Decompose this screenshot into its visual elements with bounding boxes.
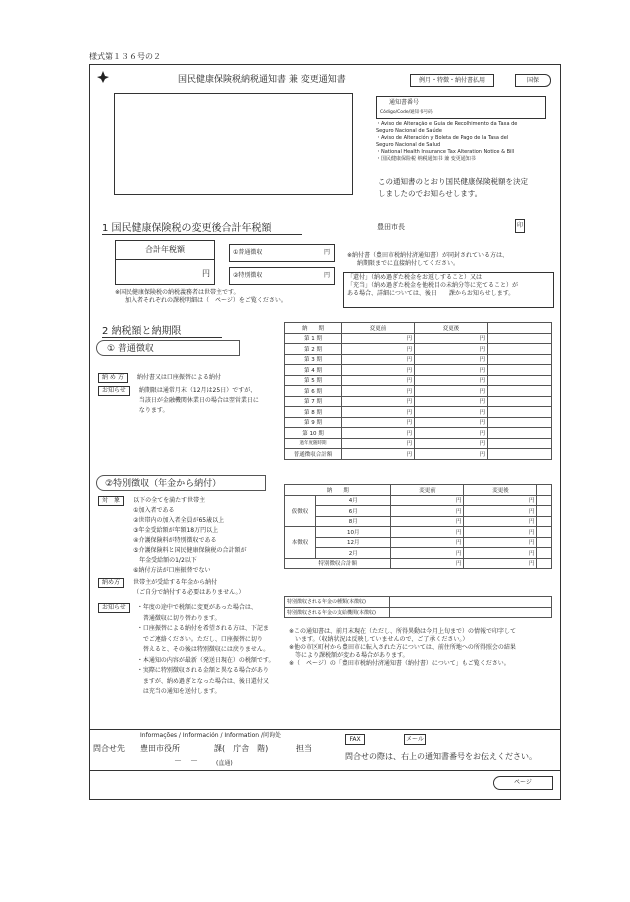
after-cell: 円: [464, 548, 537, 559]
special-notice-label: お知らせ: [98, 603, 130, 613]
target-line: ①加入者である: [133, 507, 175, 514]
before-cell: 円: [342, 428, 415, 439]
after-cell: 円: [415, 449, 488, 460]
before-cell: 円: [342, 375, 415, 386]
period-cell: 普通徴収合計額: [285, 449, 342, 460]
mail-label: メール: [404, 734, 426, 745]
before-cell: 円: [342, 396, 415, 407]
form-number: 様式第１３６号の２: [89, 52, 161, 61]
table-total-row: [285, 558, 552, 569]
target-line: ④介護保険料が特別徴収である: [133, 537, 217, 544]
footer-divider: [89, 770, 561, 771]
before-cell: 円: [391, 548, 464, 559]
table-row: [285, 407, 552, 418]
after-cell: 円: [415, 354, 488, 365]
after-cell: 円: [415, 396, 488, 407]
target-line: 年金受給額の1/2以下: [133, 557, 197, 564]
before-cell: 円: [391, 558, 464, 569]
special-method: [98, 578, 244, 598]
table-row: [285, 597, 552, 608]
before-cell: 円: [342, 407, 415, 418]
before-cell: 円: [342, 438, 415, 449]
period-cell: 第 4 期: [285, 365, 342, 376]
footnote-line: ※（ ページ）の「豊田市税納付済通知書（納付書）について」もご覧ください。: [289, 660, 510, 667]
month-cell: 10月: [316, 527, 391, 538]
special-notice-line: ますが、納め過ぎとなった場合は、後日還付又: [136, 677, 269, 685]
section1-title: 1 国民健康保険税の変更後合計年税額: [102, 219, 302, 235]
notice-number-sublabel: Código/Code/通知书号码: [380, 110, 433, 115]
form-type-tag: 例月・特徴・納付書払用: [410, 74, 494, 87]
fax-label: FAX: [345, 734, 365, 745]
target-line: 以下の全てを満たす世帯主: [133, 497, 206, 504]
table-row: [285, 428, 552, 439]
ordinary-notice: [98, 386, 259, 416]
before-cell: 円: [342, 333, 415, 344]
target-line: ③年金受給額が年額18万円以上: [133, 527, 219, 534]
period-cell: 過年度随時期: [285, 438, 342, 449]
pension-label-cell: 特別徴収される年金の種類(本徴収): [285, 597, 390, 608]
notice-number-box: [376, 96, 546, 119]
table-total-row: [285, 449, 552, 460]
table-row: [285, 438, 552, 449]
month-cell: 2月: [316, 548, 391, 559]
pension-info-table: [284, 596, 552, 618]
table-row: [285, 344, 552, 355]
holder-note-line: ※国民健康保険税の納税義務者は世帯主です。: [115, 289, 240, 296]
after-cell: 円: [415, 417, 488, 428]
ordinary-installment-table: [284, 322, 552, 460]
column-header: 変更前: [342, 323, 415, 334]
special-notice-line: は充当の通知を送付します。: [136, 688, 221, 695]
group-cell: 本徴収: [285, 527, 316, 559]
special-installment-table: [284, 484, 552, 569]
month-cell: 4月: [316, 495, 391, 506]
lang-note: ・国民健康保险税 纳税通知书 兼 变更通知书: [376, 156, 476, 162]
footnote-line: ※他の市区町村から豊田市に転入された方については、前住所地への所得照会の結果: [289, 644, 516, 651]
table-row: [285, 417, 552, 428]
address-window: [114, 93, 353, 195]
decision-text: [378, 176, 528, 200]
special-target: [98, 496, 247, 576]
holder-note: [115, 289, 287, 305]
month-cell: 6月: [316, 506, 391, 517]
special-notice-line: ・実際に特別徴収される金額と異なる場合があり: [136, 667, 269, 674]
payment-notes: [347, 252, 508, 268]
after-cell: 円: [415, 333, 488, 344]
period-cell: 第 1 期: [285, 333, 342, 344]
ordinary-amount-label: ①普通徴収: [233, 249, 263, 256]
pay-method-text: 納付書又は口座振替による納付: [136, 374, 221, 381]
official-seal: 印: [515, 219, 525, 233]
special-method-line: 世帯主が受給する年金から納付: [133, 579, 218, 586]
footnote-line: います。（収納状況は反映していませんので、ご了承ください。）: [289, 636, 469, 643]
month-cell: 12月: [316, 537, 391, 548]
refund-notice-box: [343, 272, 554, 308]
table-row: [285, 527, 552, 538]
after-cell: 円: [464, 527, 537, 538]
footnote-line: ※この通知書は、前月末現在（ただし、所得異動は今月上旬まで）の情報で印字して: [289, 628, 517, 635]
total-tax-unit: 円: [202, 269, 210, 278]
decision-line: しましたのでお知らせします。: [378, 189, 483, 198]
notice-line: なります。: [138, 407, 169, 414]
after-cell: 円: [415, 344, 488, 355]
before-cell: 円: [391, 495, 464, 506]
special-method-label: 納め方: [98, 578, 124, 588]
after-cell: 円: [415, 386, 488, 397]
contact-request: 問合せの際は、右上の通知書番号をお伝えください。: [345, 752, 537, 761]
refund-note-line: 「還付」（納め過ぎた税金をお返しすること）又は: [347, 274, 483, 281]
city-emblem-icon: [96, 70, 110, 84]
after-cell: 円: [464, 537, 537, 548]
blank-cell: [488, 323, 552, 334]
period-cell: 第 5 期: [285, 375, 342, 386]
before-cell: 円: [342, 365, 415, 376]
column-header: 変更後: [415, 323, 488, 334]
table-row: [285, 354, 552, 365]
table-row: [285, 495, 552, 506]
document-title: 国民健康保険税納税通知書 兼 変更通知書: [178, 75, 346, 85]
ordinary-amount-box: [229, 244, 335, 262]
lang-note: Seguro Nacional de Saúde: [376, 128, 442, 134]
lang-note: ・Aviso de Alteración y Boleta de Pago de la Tasa del: [376, 135, 509, 141]
contact-department: 課( 庁舎 階): [214, 744, 269, 753]
before-cell: 円: [342, 354, 415, 365]
special-method-line: （ご自分で納付する必要はありません。）: [133, 589, 245, 596]
table-row: [285, 506, 552, 517]
page-indicator: ページ: [493, 776, 553, 790]
refund-note-line: 「充当」（納め過ぎた税金を他税目の未納分等に充てること）が: [347, 282, 519, 289]
decision-line: この通知書のとおり国民健康保険税額を決定: [378, 177, 528, 186]
after-cell: 円: [415, 438, 488, 449]
notice-line: 当該日が金融機関休業日の場合は翌営業日に: [138, 397, 259, 404]
month-cell: 8月: [316, 516, 391, 527]
total-tax-label: 合計年税額: [116, 241, 214, 260]
period-cell: 第 7 期: [285, 396, 342, 407]
special-amount-label: ②特別徴収: [233, 272, 263, 279]
before-cell: 円: [342, 386, 415, 397]
period-cell: 第 9 期: [285, 417, 342, 428]
table-row: [285, 333, 552, 344]
period-cell: 第 8 期: [285, 407, 342, 418]
special-notice-line: ・年度の途中で税額に変更があった場合は、: [136, 604, 257, 611]
after-cell: 円: [464, 558, 537, 569]
notice-label: お知らせ: [98, 386, 130, 396]
after-cell: 円: [415, 428, 488, 439]
before-cell: 円: [342, 449, 415, 460]
notice-number-label: 通知書番号: [389, 99, 420, 106]
special-amount-unit: 円: [323, 272, 330, 279]
period-cell: 第 3 期: [285, 354, 342, 365]
notice-line: 納期限は通常月末（12月は25日）ですが、: [138, 387, 257, 394]
before-cell: 円: [391, 506, 464, 517]
special-notice-line: 普通徴収に切り替わります。: [136, 614, 221, 622]
target-line: ②世帯内の加入者全員が65歳以上: [133, 517, 225, 524]
special-section-title: ②特別徴収（年金から納付）: [96, 475, 266, 491]
before-cell: 円: [391, 537, 464, 548]
ordinary-amount-unit: 円: [323, 249, 330, 256]
column-header: 納 期: [285, 323, 342, 334]
mayor-name: 豊田市長: [377, 223, 405, 231]
total-tax-box: [115, 240, 215, 285]
lang-note: Seguro Nacional de Salud: [376, 142, 441, 148]
special-notice-line: ・口座振替による納付を希望される方は、下記ま: [136, 625, 269, 632]
table-row: [285, 365, 552, 376]
group-cell: 仮徴収: [285, 495, 316, 527]
table-row: [285, 607, 552, 618]
insurance-type-tag: 国保: [515, 74, 551, 87]
table-row: [285, 548, 552, 559]
pay-method-label: 納 め 方: [98, 373, 128, 383]
contact-phone: － －: [174, 756, 198, 765]
period-cell: 第 10 期: [285, 428, 342, 439]
section2-title: 2 納税額と納期限: [102, 322, 222, 338]
contact-direct: (直通): [216, 760, 233, 767]
after-cell: 円: [464, 495, 537, 506]
table-header-row: [285, 323, 552, 334]
table-row: [285, 537, 552, 548]
column-header: 納 期: [285, 485, 391, 496]
contact-person: 担当: [296, 744, 312, 753]
after-cell: 円: [415, 375, 488, 386]
table-row: [285, 386, 552, 397]
table-header-row: [285, 485, 552, 496]
pension-label-cell: 特別徴収される年金の支給機関(本徴収): [285, 607, 390, 618]
after-cell: 円: [464, 506, 537, 517]
special-notice-line: でご連絡ください。ただし、口座振替に切り: [136, 635, 263, 643]
table-row: [285, 516, 552, 527]
special-notice-line: ・本通知の内容が最新（発送日現在）の税額です。: [136, 656, 275, 664]
holder-note-line: 加入者それぞれの課税明細は（ ページ）をご覧ください。: [125, 297, 287, 304]
payment-note-line: 納期限までに直接納付してください。: [357, 260, 460, 267]
before-cell: 円: [342, 344, 415, 355]
ordinary-section-title: ① 普通徴収: [96, 340, 240, 356]
footnote-line: 等により課税額が変わる場合があります。: [289, 652, 409, 659]
target-line: ⑥納付方法が口座振替でない: [133, 567, 211, 574]
after-cell: 円: [464, 516, 537, 527]
refund-note-line: ある場合、詳細については、後日 課からお知らせします。: [347, 290, 515, 297]
before-cell: 円: [391, 527, 464, 538]
lang-note: ・National Health Insurance Tax Alteration Notice & Bill: [376, 149, 515, 155]
special-notice: [98, 603, 274, 698]
before-cell: 円: [391, 516, 464, 527]
period-cell: 第 2 期: [285, 344, 342, 355]
table-row: [285, 396, 552, 407]
table-row: [285, 375, 552, 386]
contact-languages: Informações / Información / Information /问询处: [140, 732, 282, 739]
contact-divider: [89, 729, 561, 730]
before-cell: 円: [342, 417, 415, 428]
footnotes: [289, 628, 516, 668]
total-cell: 特別徴収合計額: [285, 558, 391, 569]
special-notice-line: 替えると、その後は特別徴収には戻りません。: [136, 646, 270, 653]
column-header: 変更前: [391, 485, 464, 496]
ordinary-method: [98, 364, 221, 383]
contact-office: 豊田市役所: [140, 744, 180, 753]
lang-note: ・Aviso de Alteração e Guia de Recolhimento da Taxa de: [376, 121, 518, 127]
target-label: 対 象: [98, 496, 124, 506]
column-header: 変更後: [464, 485, 537, 496]
special-amount-box: [229, 267, 335, 285]
contact-label: 問合せ先: [93, 744, 125, 753]
target-line: ⑤介護保険料と国民健康保険税の合計額が: [133, 547, 247, 554]
payment-note-line: ※納付書（豊田市税納付済通知書）が同封されている方は、: [347, 252, 509, 259]
after-cell: 円: [415, 365, 488, 376]
after-cell: 円: [415, 407, 488, 418]
period-cell: 第 6 期: [285, 386, 342, 397]
language-notes: [376, 121, 517, 163]
